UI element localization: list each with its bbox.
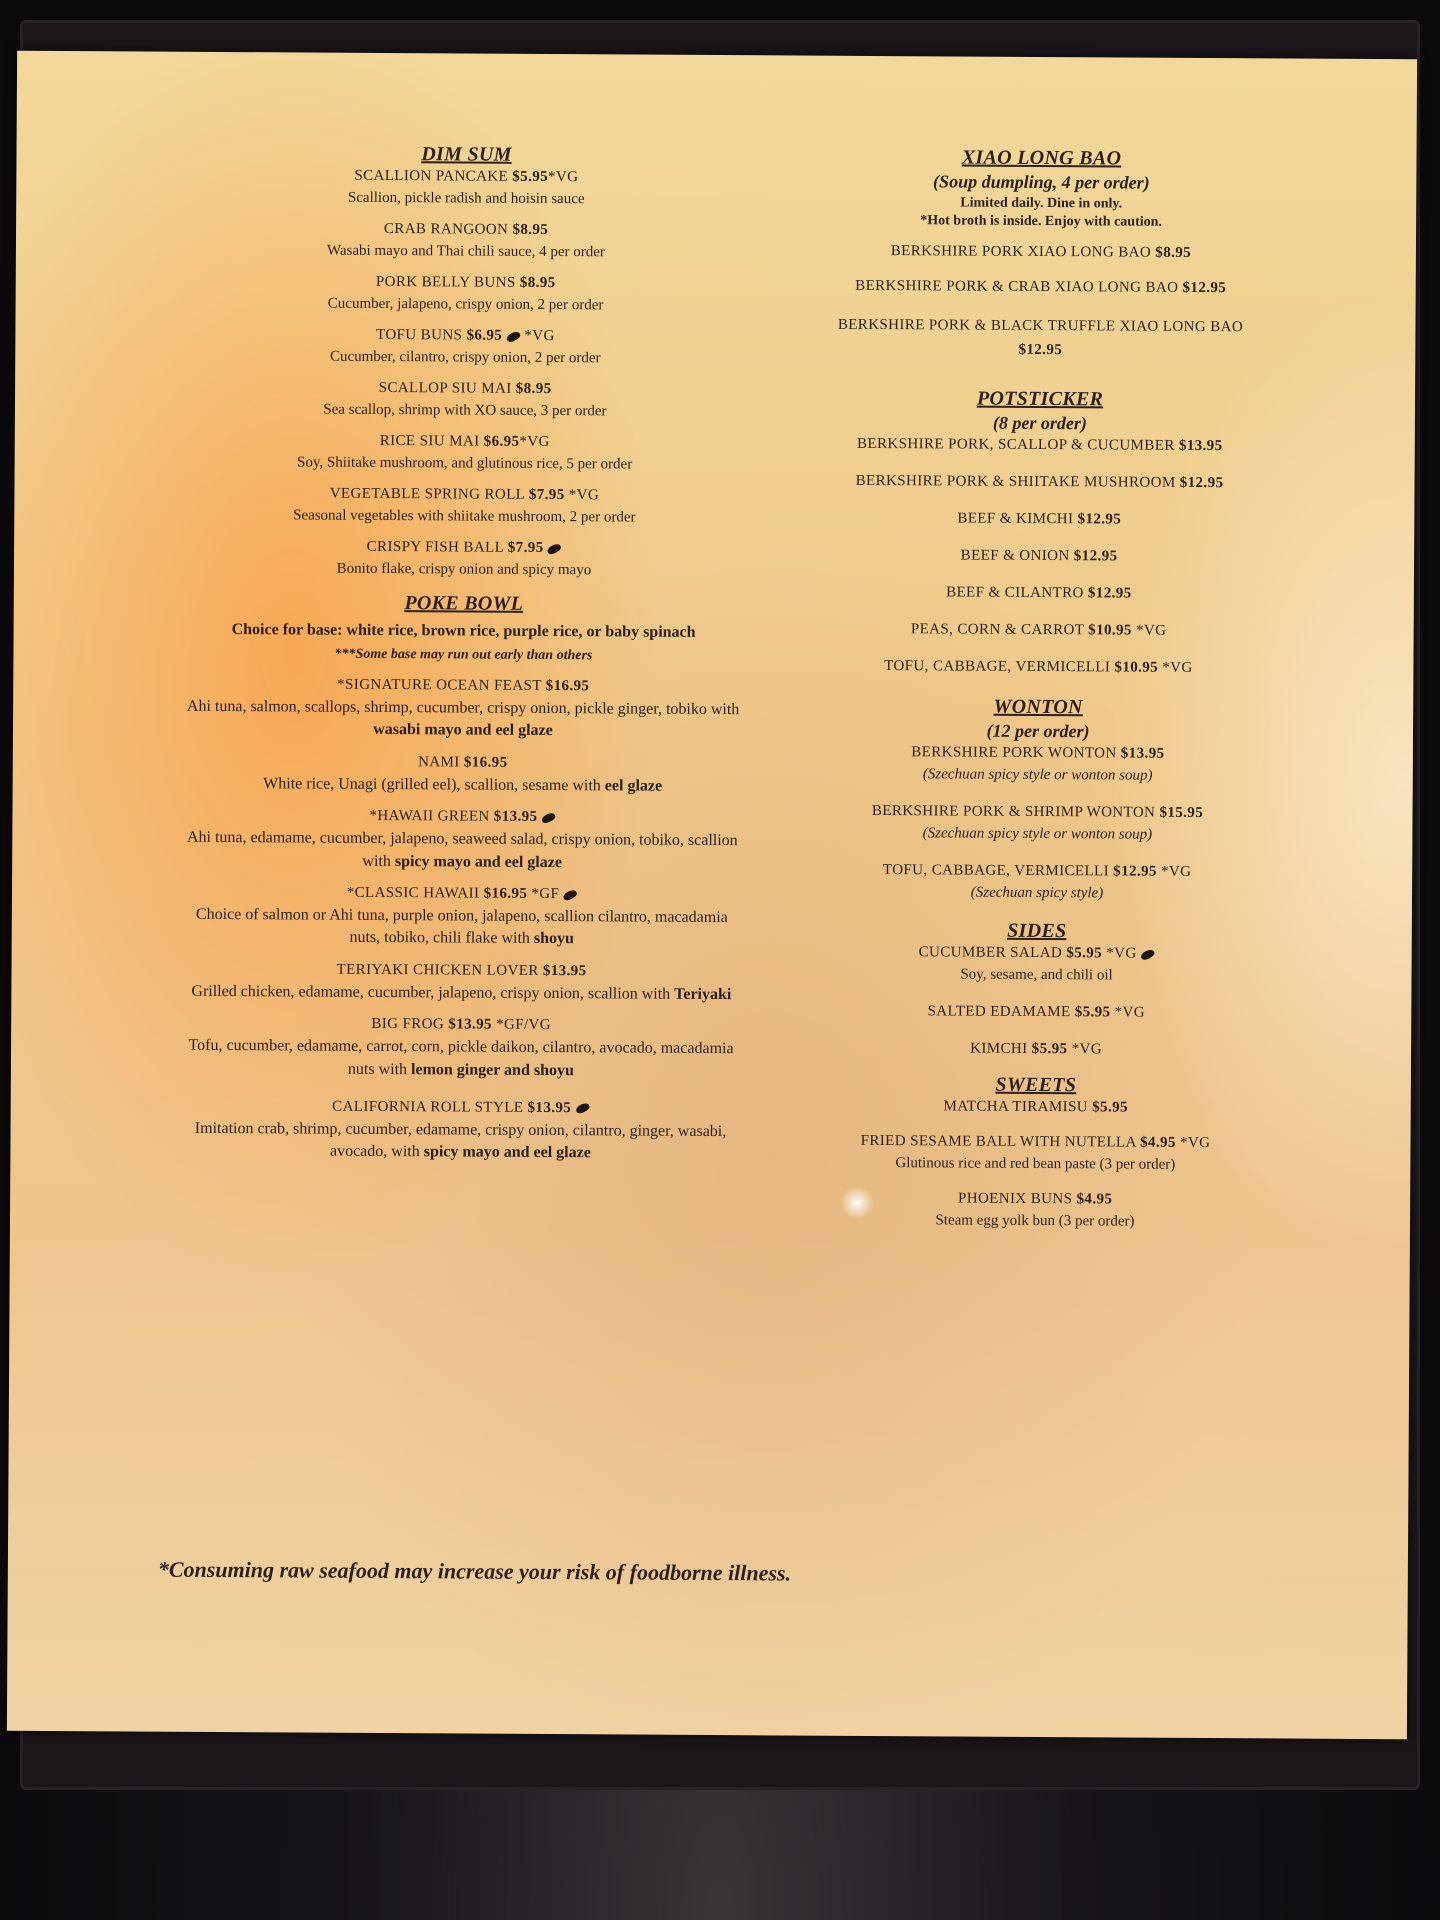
item-sauce: lemon ginger and shoyu: [411, 1060, 574, 1079]
item-description: Tofu, cucumber, edamame, carrot, corn, pickle daikon, cilantro, avocado, macadamia nuts with: [188, 1036, 734, 1078]
item-description: Scallion, pickle radish and hoisin sauce: [347, 189, 585, 208]
item-name: BERKSHIRE PORK & SHIITAKE MUSHROOM: [855, 472, 1176, 491]
item-description: Seasonal vegetables with shiitake mushroom, 2 per order: [293, 507, 636, 526]
item-name: FRIED SESAME BALL WITH NUTELLA: [860, 1132, 1136, 1151]
item-name: KIMCHI: [970, 1040, 1028, 1057]
chili-pepper-icon: [505, 329, 521, 343]
item-description: Ahi tuna, salmon, scallops, shrimp, cucumber, crispy onion, pickle ginger, tobiko with: [186, 697, 740, 719]
item-name: BERKSHIRE PORK & BLACK TRUFFLE XIAO LONG BAO: [837, 316, 1244, 336]
menu-item: [185, 326, 745, 370]
menu-item: [762, 802, 1312, 846]
menu-item: [764, 546, 1314, 566]
item-name: BERKSHIRE PORK WONTON: [911, 744, 1117, 762]
item-price: $13.95: [542, 962, 587, 979]
section-title-dim-sum: DIM SUM: [421, 143, 512, 166]
item-price: $5.95: [1092, 1099, 1128, 1116]
item-description: Grilled chicken, edamame, cucumber, jalapeno, crispy onion, scallion with: [191, 982, 671, 1003]
item-price: $6.95: [466, 327, 503, 344]
item-name: CALIFORNIA ROLL STYLE: [332, 1098, 524, 1116]
menu-item: [764, 583, 1314, 603]
item-tags: *VG: [547, 168, 579, 186]
item-description: Sea scallop, shrimp with XO sauce, 3 per order: [323, 401, 607, 420]
run-out-note: ***Some base may run out early than others: [334, 646, 593, 664]
item-tags: *VG: [1179, 1134, 1211, 1152]
item-price: $13.95: [448, 1016, 493, 1033]
item-name: BERKSHIRE PORK & CRAB XIAO LONG BAO: [855, 277, 1179, 296]
item-sauce: shoyu: [533, 930, 574, 948]
menu-item: [766, 277, 1316, 297]
menu-item: [181, 960, 741, 1006]
item-name: BEEF & KIMCHI: [957, 510, 1074, 528]
menu-item: [180, 1098, 740, 1166]
chili-pepper-icon: [546, 542, 562, 556]
menu-item: [186, 273, 746, 317]
item-description: (Szechuan spicy style or wonton soup): [922, 825, 1153, 843]
item-sauce: wasabi mayo and eel glaze: [373, 721, 553, 740]
item-tags: *VG: [519, 433, 550, 451]
item-price: $7.95: [507, 539, 544, 556]
menu-item: [764, 509, 1314, 529]
item-name: BIG FROG: [371, 1016, 445, 1033]
item-sauce: Teriyaki: [674, 985, 732, 1003]
item-name: BEEF & ONION: [960, 547, 1070, 565]
item-price: $7.95: [528, 486, 565, 504]
item-price: $12.95: [1087, 585, 1132, 602]
menu-item: [762, 861, 1312, 905]
menu-item: [761, 1002, 1311, 1022]
section-title-sweets: SWEETS: [995, 1073, 1077, 1097]
item-price: $12.95: [1182, 279, 1227, 297]
item-tags: *VG: [1135, 622, 1167, 639]
item-name: SCALLION PANCAKE: [354, 167, 509, 185]
item-name: CUCUMBER SALAD: [918, 944, 1063, 962]
item-price: $12.95: [1073, 548, 1118, 565]
item-name: BERKSHIRE PORK XIAO LONG BAO: [890, 243, 1152, 261]
item-price: $13.95: [493, 808, 538, 826]
item-tags: *VG: [1162, 659, 1193, 676]
item-name: PORK BELLY BUNS: [375, 273, 516, 291]
item-price: $13.95: [1178, 437, 1223, 455]
item-tags: *VG: [1106, 945, 1137, 962]
base-choice-note: Choice for base: white rice, brown rice, purple rice, or baby spinach: [231, 621, 696, 641]
item-description: Ahi tuna, edamame, cucumber, jalapeno, seaweed salad, crispy onion, tobiko, scallion with: [186, 828, 738, 870]
item-price: $8.95: [515, 380, 552, 398]
item-name: TOFU BUNS: [376, 326, 463, 344]
item-sauce: spicy mayo and eel glaze: [423, 1143, 591, 1162]
chili-pepper-icon: [574, 1102, 590, 1116]
item-name: RICE SIU MAI: [379, 432, 480, 450]
chili-pepper-icon: [562, 888, 578, 902]
item-tags: *GF: [531, 885, 560, 903]
item-price: $5.95: [1074, 1004, 1111, 1021]
item-name: SALTED EDAMAME: [927, 1003, 1071, 1021]
menu-item: [763, 743, 1313, 787]
section-title-poke-bowl: POKE BOWL: [404, 592, 524, 615]
item-description: Wasabi mayo and Thai chili sauce, 4 per order: [326, 242, 605, 261]
item-description: Glutinous rice and red bean paste (3 per order): [895, 1155, 1176, 1173]
item-description: Choice of salmon or Ahi tuna, purple onion, jalapeno, scallion cilantro, macadamia nuts, tobiko, chili flake with: [195, 905, 728, 948]
item-description: Cucumber, jalapeno, crispy onion, 2 per order: [327, 295, 604, 314]
menu-item: [186, 220, 746, 264]
item-name: MATCHA TIRAMISU: [943, 1098, 1089, 1116]
item-price: $13.95: [1120, 745, 1165, 762]
poke-bowl-section: [180, 591, 743, 1166]
menu-item: [761, 943, 1311, 987]
limited-note: Limited daily. Dine in only.: [960, 195, 1123, 212]
item-name: BERKSHIRE PORK, SCALLOP & CUCUMBER: [856, 435, 1175, 454]
item-name: CRISPY FISH BALL: [366, 538, 504, 556]
item-price: $10.95: [1088, 622, 1132, 639]
item-price: $8.95: [512, 221, 549, 238]
item-price: $15.95: [1159, 804, 1204, 821]
menu-right-column: [760, 145, 1317, 1245]
item-price: $4.95: [1076, 1191, 1113, 1208]
section-title-xiao-long-bao: XIAO LONG BAO: [961, 146, 1122, 170]
item-price: $12.95: [1018, 341, 1063, 359]
item-price: $6.95: [483, 433, 520, 450]
raw-seafood-disclaimer: *Consuming raw seafood may increase your risk of foodborne illness.: [157, 1556, 792, 1586]
item-description: (Szechuan spicy style): [970, 884, 1104, 902]
menu-item: [765, 435, 1315, 455]
item-price: $12.95: [1077, 511, 1122, 528]
item-description: Imitation crab, shrimp, cucumber, edamame, crispy onion, cilantro, ginger, wasabi, avocado, with: [194, 1119, 727, 1161]
light-glare: [840, 1186, 874, 1220]
item-name: BERKSHIRE PORK & SHRIMP WONTON: [871, 802, 1156, 821]
menu-item: [185, 432, 745, 476]
menu-item: [185, 379, 745, 423]
item-sauce: eel glaze: [604, 777, 663, 795]
item-price: $13.95: [527, 1099, 572, 1117]
menu-item: [764, 620, 1314, 640]
menu-item: [761, 1097, 1311, 1117]
item-name: PEAS, CORN & CARROT: [910, 621, 1085, 639]
item-name: CRAB RANGOON: [383, 220, 509, 238]
item-price: $5.95: [1066, 945, 1103, 962]
item-tags: *VG: [1071, 1041, 1103, 1058]
item-name: TOFU, CABBAGE, VERMICELLI: [882, 862, 1110, 880]
chili-pepper-icon: [540, 811, 556, 825]
item-price: $16.95: [545, 677, 590, 695]
item-tags: *VG: [524, 327, 555, 345]
item-name: NAMI: [418, 753, 460, 771]
section-subtitle: (8 per order): [992, 412, 1087, 434]
menu-item: [182, 884, 742, 952]
item-description: Cucumber, cilantro, crispy onion, 2 per order: [329, 348, 601, 367]
item-name: TERIYAKI CHICKEN LOVER: [336, 961, 539, 979]
section-subtitle: (Soup dumpling, 4 per order): [933, 171, 1150, 193]
menu-item: [184, 538, 744, 582]
item-price: $12.95: [1179, 474, 1224, 492]
menu-item: [764, 472, 1314, 492]
menu-page: [7, 51, 1417, 1740]
menu-item: [763, 657, 1313, 677]
menu-item: [184, 485, 744, 529]
chili-pepper-icon: [1140, 947, 1156, 961]
item-tags: *VG: [1114, 1004, 1146, 1021]
section-title-sides: SIDES: [1007, 919, 1067, 943]
menu-left-column: [180, 142, 746, 1178]
section-subtitle: (12 per order): [986, 720, 1090, 742]
item-tags: *GF/VG: [496, 1016, 552, 1034]
item-price: $4.95: [1140, 1134, 1176, 1151]
item-price: $16.95: [463, 754, 508, 771]
item-description: Steam egg yolk bun (3 per order): [935, 1212, 1135, 1230]
menu-item: [766, 242, 1316, 262]
item-name: *HAWAII GREEN: [369, 808, 490, 825]
item-price: $8.95: [519, 274, 556, 292]
item-price: $10.95: [1114, 659, 1159, 676]
item-description: (Szechuan spicy style or wonton soup): [922, 766, 1153, 784]
item-tags: *VG: [1160, 863, 1192, 880]
item-price: $5.95: [1031, 1040, 1068, 1058]
item-name: *SIGNATURE OCEAN FEAST: [337, 676, 542, 694]
item-name: *CLASSIC HAWAII: [346, 884, 480, 902]
menu-item: [761, 1039, 1311, 1059]
item-price: $5.95: [512, 168, 549, 185]
menu-item: [186, 167, 746, 211]
menu-item: [183, 676, 743, 744]
item-price: $16.95: [483, 885, 528, 902]
item-sauce: spicy mayo and eel glaze: [394, 852, 563, 871]
item-price: $8.95: [1155, 244, 1192, 261]
menu-item: [183, 753, 743, 799]
menu-item: [181, 1015, 741, 1083]
menu-item: [765, 312, 1315, 363]
menu-item: [760, 1132, 1310, 1176]
item-price: $12.95: [1113, 863, 1157, 880]
item-name: TOFU, CABBAGE, VERMICELLI: [884, 658, 1111, 676]
item-description: Soy, sesame, and chili oil: [960, 966, 1113, 984]
item-description: White rice, Unagi (grilled eel), scallion, sesame with: [263, 775, 601, 795]
item-description: Soy, Shiitake mushroom, and glutinous rice, 5 per order: [296, 454, 633, 473]
item-name: BEEF & CILANTRO: [946, 584, 1084, 602]
menu-item: [182, 807, 742, 875]
section-title-wonton: WONTON: [993, 695, 1083, 719]
hot-broth-note: *Hot broth is inside. Enjoy with caution.: [920, 213, 1162, 230]
item-tags: *VG: [568, 487, 600, 504]
item-name: PHOENIX BUNS: [957, 1190, 1073, 1208]
section-title-potsticker: POTSTICKER: [976, 387, 1104, 411]
item-name: VEGETABLE SPRING ROLL: [329, 485, 525, 503]
item-description: Bonito flake, crispy onion and spicy mayo: [336, 560, 592, 579]
item-name: SCALLOP SIU MAI: [378, 379, 512, 397]
